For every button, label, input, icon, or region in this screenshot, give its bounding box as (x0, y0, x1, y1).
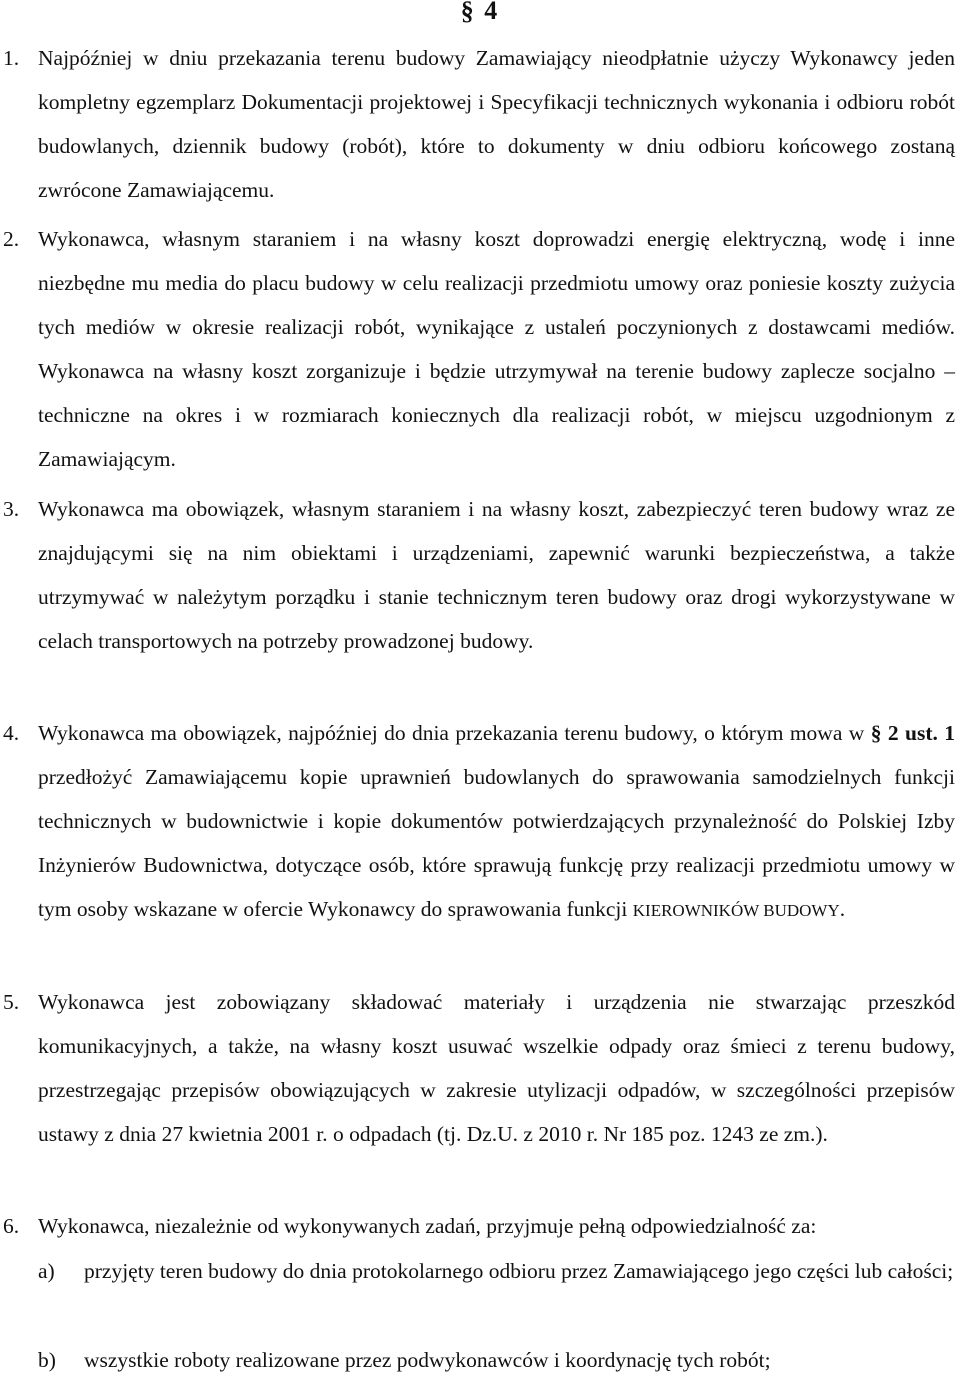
paragraph-number: 5. (3, 990, 20, 1014)
subparagraph-text: przyjęty teren budowy do dnia protokolarnego odbioru przez Zamawiającego jego części lub całości; (84, 1259, 954, 1283)
paragraph-text (38, 711, 955, 933)
subparagraph-letter: a) (38, 1259, 55, 1283)
paragraph-text-start: Wykonawca ma obowiązek, najpóźniej do dnia przekazania terenu budowy, o którym mowa w (38, 721, 865, 745)
section-heading: § 4 (460, 0, 500, 25)
paragraph-number: 2. (3, 227, 20, 251)
paragraph-number: 1. (3, 46, 20, 70)
role-name: KIEROWNIKÓW BUDOWY (632, 901, 840, 920)
paragraph-number: 4. (3, 721, 20, 745)
paragraph-5 (0, 980, 960, 1156)
section-reference: § 2 ust. 1 (870, 721, 956, 745)
subparagraph-a (0, 1249, 960, 1293)
paragraph-text: Najpóźniej w dniu przekazania terenu budowy Zamawiający nieodpłatnie użyczy Wykonawcy jeden kompletny egzemplarz Dokumentacji projektowej i Specyfikacji technicznych wykonania i odbioru robót budowlanych, dziennik budowy (robót), które to dokumenty w dniu odbioru końcowego zostaną zwrócone Zamawiającemu. (38, 46, 955, 202)
paragraph-number: 3. (3, 497, 20, 521)
paragraph-text: Wykonawca jest zobowiązany składować materiały i urządzenia nie stwarzając przeszkód komunikacyjnych, a także, na własny koszt usuwać wszelkie odpady oraz śmieci z terenu budowy, przestrzegając przepisów obowiązujących w zakresie utylizacji odpadów, w szczególności przepisów ustawy z dnia 27 kwietnia 2001 r. o odpadach (tj. Dz.U. z 2010 r. Nr 185 poz. 1243 ze zm.). (38, 990, 955, 1146)
paragraph-text-continued: przedłożyć Zamawiającemu kopie uprawnień budowlanych do sprawowania samodzielnych funkcji technicznych w budownictwie i kopie dokumentów potwierdzających przynależność do Polskiej Izby Inżynierów Budownictwa, dotyczące osób, które sprawują funkcję przy realizacji przedmiotu umowy w tym osoby wskazane w ofercie Wykonawcy do sprawowania funkcji (38, 765, 955, 921)
paragraph-number: 6. (3, 1214, 20, 1238)
paragraph-6 (0, 1204, 960, 1248)
paragraph-text: Wykonawca, własnym staraniem i na własny koszt doprowadzi energię elektryczną, wodę i inne niezbędne mu media do placu budowy w celu realizacji przedmiotu umowy oraz poniesie koszty zużycia tych mediów w okresie realizacji robót, wynikające z ustaleń poczynionych z dostawcami mediów. Wykonawca na własny koszt zorganizuje i będzie utrzymywał na terenie budowy zaplecze socjalno – techniczne na okres i w rozmiarach koniecznych dla realizacji robót, w miejscu uzgodnionym z Zamawiającym. (38, 227, 955, 471)
subparagraph-b (0, 1338, 960, 1382)
paragraph-3 (0, 487, 960, 663)
paragraph-text: Wykonawca ma obowiązek, własnym staraniem i na własny koszt, zabezpieczyć teren budowy wraz ze znajdującymi się na nim obiektami i urządzeniami, zapewnić warunki bezpieczeństwa, a także utrzymywać w należytym porządku i stanie technicznym teren budowy oraz drogi wykorzystywane w celach transportowych na potrzeby prowadzonej budowy. (38, 497, 955, 653)
paragraph-text: Wykonawca, niezależnie od wykonywanych zadań, przyjmuje pełną odpowiedzialność za: (38, 1214, 817, 1238)
paragraph-2 (0, 217, 960, 481)
subparagraph-letter: b) (38, 1348, 56, 1372)
paragraph-end: . (839, 897, 846, 921)
subparagraph-text: wszystkie roboty realizowane przez podwykonawców i koordynację tych robót; (84, 1348, 771, 1372)
paragraph-4 (0, 711, 960, 933)
paragraph-1 (0, 36, 960, 212)
